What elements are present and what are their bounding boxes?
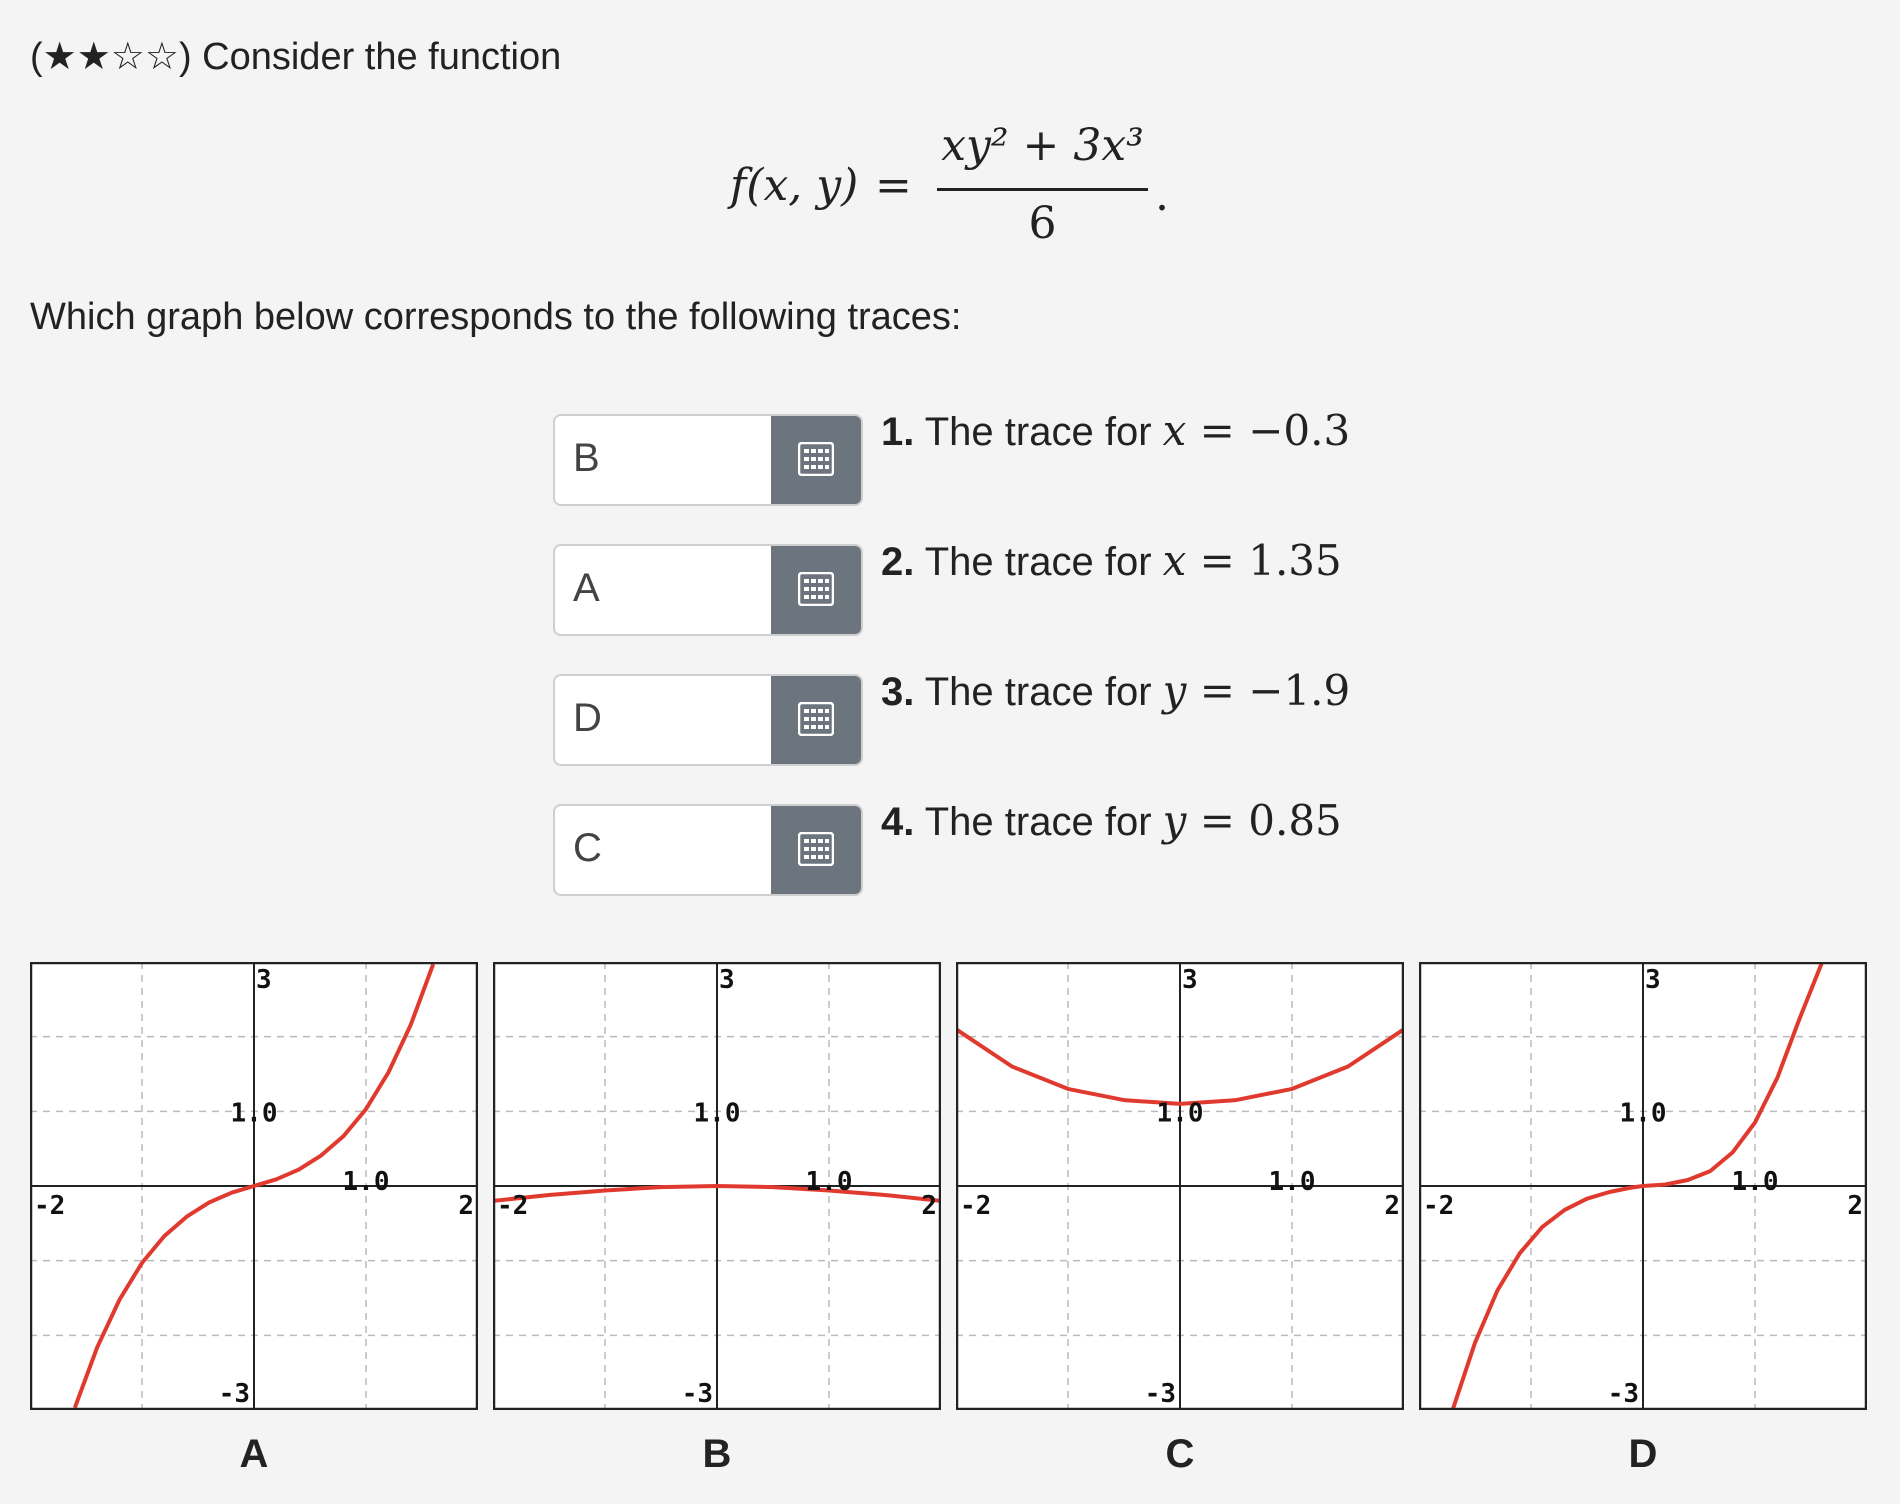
tick-label-y1: 1.0 xyxy=(693,1098,741,1129)
intro-label: Consider the function xyxy=(202,36,562,78)
grid-icon xyxy=(798,702,834,736)
answer-picker-button-4[interactable] xyxy=(771,806,861,894)
answer-picker-button-3[interactable] xyxy=(771,676,861,764)
trace-question-4 xyxy=(881,796,1342,845)
graph-label-b: B xyxy=(702,1432,732,1476)
formula-denominator: 6 xyxy=(1028,198,1057,249)
graph-c-plot xyxy=(956,962,1404,1410)
difficulty-stars-filled: ★★ xyxy=(42,36,111,78)
graph-b xyxy=(493,962,941,1410)
grid-icon xyxy=(798,832,834,866)
trace-question-1 xyxy=(881,406,1350,455)
question-text: The trace for xyxy=(924,540,1163,584)
tick-label-ymin: -3 xyxy=(681,1379,713,1409)
graph-a xyxy=(30,962,478,1410)
question-equals: = xyxy=(1186,666,1249,715)
question-variable: x xyxy=(1162,536,1187,585)
tick-label-xmax: 2 xyxy=(458,1191,474,1221)
tick-label-xmax: 2 xyxy=(1384,1191,1400,1221)
trace-question-2 xyxy=(881,536,1342,585)
tick-label-xmin: -2 xyxy=(497,1191,529,1221)
question-value: 0.85 xyxy=(1248,796,1342,845)
question-text: The trace for xyxy=(924,800,1163,844)
graph-b-plot xyxy=(493,962,941,1410)
answer-row-2 xyxy=(553,536,1553,634)
tick-label-xmin: -2 xyxy=(1423,1191,1455,1221)
question-equals: = xyxy=(1186,796,1249,845)
question-text: The trace for xyxy=(924,670,1163,714)
answer-select-3[interactable] xyxy=(553,674,863,766)
formula-lhs: f(x, y) xyxy=(730,160,859,211)
tick-label-xmax: 2 xyxy=(921,1191,937,1221)
tick-label-xmax: 2 xyxy=(1847,1191,1863,1221)
answer-row-4 xyxy=(553,796,1553,894)
tick-label-x1: 1.0 xyxy=(805,1167,853,1197)
question-equals: = xyxy=(1186,536,1249,585)
tick-label-xmin: -2 xyxy=(960,1191,992,1221)
answer-value-3: D xyxy=(573,696,602,740)
question-text: The trace for xyxy=(924,410,1163,454)
tick-label-x1: 1.0 xyxy=(1268,1167,1316,1197)
difficulty-open-paren: ( xyxy=(30,36,43,78)
formula-numerator: xy² + 3x³ xyxy=(941,120,1144,171)
question-prompt: Which graph below corresponds to the following traces: xyxy=(30,296,962,338)
grid-icon xyxy=(798,442,834,476)
tick-label-ymin: -3 xyxy=(218,1379,250,1409)
graph-c xyxy=(956,962,1404,1410)
tick-label-x1: 1.0 xyxy=(342,1167,390,1197)
tick-label-ymin: -3 xyxy=(1144,1379,1176,1409)
question-equals: = xyxy=(1186,406,1249,455)
formula-equals: = xyxy=(875,160,912,211)
graph-d-plot xyxy=(1419,962,1867,1410)
question-number: 4. xyxy=(881,800,915,844)
question-number: 1. xyxy=(881,410,915,454)
question-number: 2. xyxy=(881,540,915,584)
answer-select-4[interactable] xyxy=(553,804,863,896)
tick-label-ymax: 3 xyxy=(719,965,735,995)
question-variable: x xyxy=(1162,406,1187,455)
question-value: −0.3 xyxy=(1248,406,1351,455)
grid-icon xyxy=(798,572,834,606)
tick-label-y1: 1.0 xyxy=(230,1098,278,1129)
formula-period: . xyxy=(1155,170,1169,221)
question-variable: y xyxy=(1162,666,1187,715)
question-value: −1.9 xyxy=(1248,666,1351,715)
answer-select-2[interactable] xyxy=(553,544,863,636)
graph-label-d: D xyxy=(1628,1432,1658,1476)
answer-picker-button-1[interactable] xyxy=(771,416,861,504)
tick-label-xmin: -2 xyxy=(34,1191,66,1221)
fraction-bar xyxy=(937,188,1148,191)
answer-value-2: A xyxy=(573,566,600,610)
tick-label-ymin: -3 xyxy=(1607,1379,1639,1409)
graph-label-a: A xyxy=(239,1432,269,1476)
answer-row-1 xyxy=(553,406,1553,504)
tick-label-ymax: 3 xyxy=(1645,965,1661,995)
tick-label-y1: 1.0 xyxy=(1619,1098,1667,1129)
answer-value-1: B xyxy=(573,436,600,480)
question-number: 3. xyxy=(881,670,915,714)
graph-a-plot xyxy=(30,962,478,1410)
question-variable: y xyxy=(1162,796,1187,845)
answer-row-3 xyxy=(553,666,1553,764)
answer-value-4: C xyxy=(573,826,602,870)
answer-picker-button-2[interactable] xyxy=(771,546,861,634)
difficulty-close-paren: ) xyxy=(178,36,192,78)
answer-select-1[interactable] xyxy=(553,414,863,506)
tick-label-ymax: 3 xyxy=(256,965,272,995)
intro-text xyxy=(30,34,561,79)
question-value: 1.35 xyxy=(1248,536,1342,585)
graph-d xyxy=(1419,962,1867,1410)
tick-label-x1: 1.0 xyxy=(1731,1167,1779,1197)
difficulty-stars-empty: ☆☆ xyxy=(110,36,179,78)
trace-question-3 xyxy=(881,666,1350,715)
tick-label-ymax: 3 xyxy=(1182,965,1198,995)
tick-label-y1: 1.0 xyxy=(1156,1098,1204,1129)
graph-label-c: C xyxy=(1165,1432,1195,1476)
